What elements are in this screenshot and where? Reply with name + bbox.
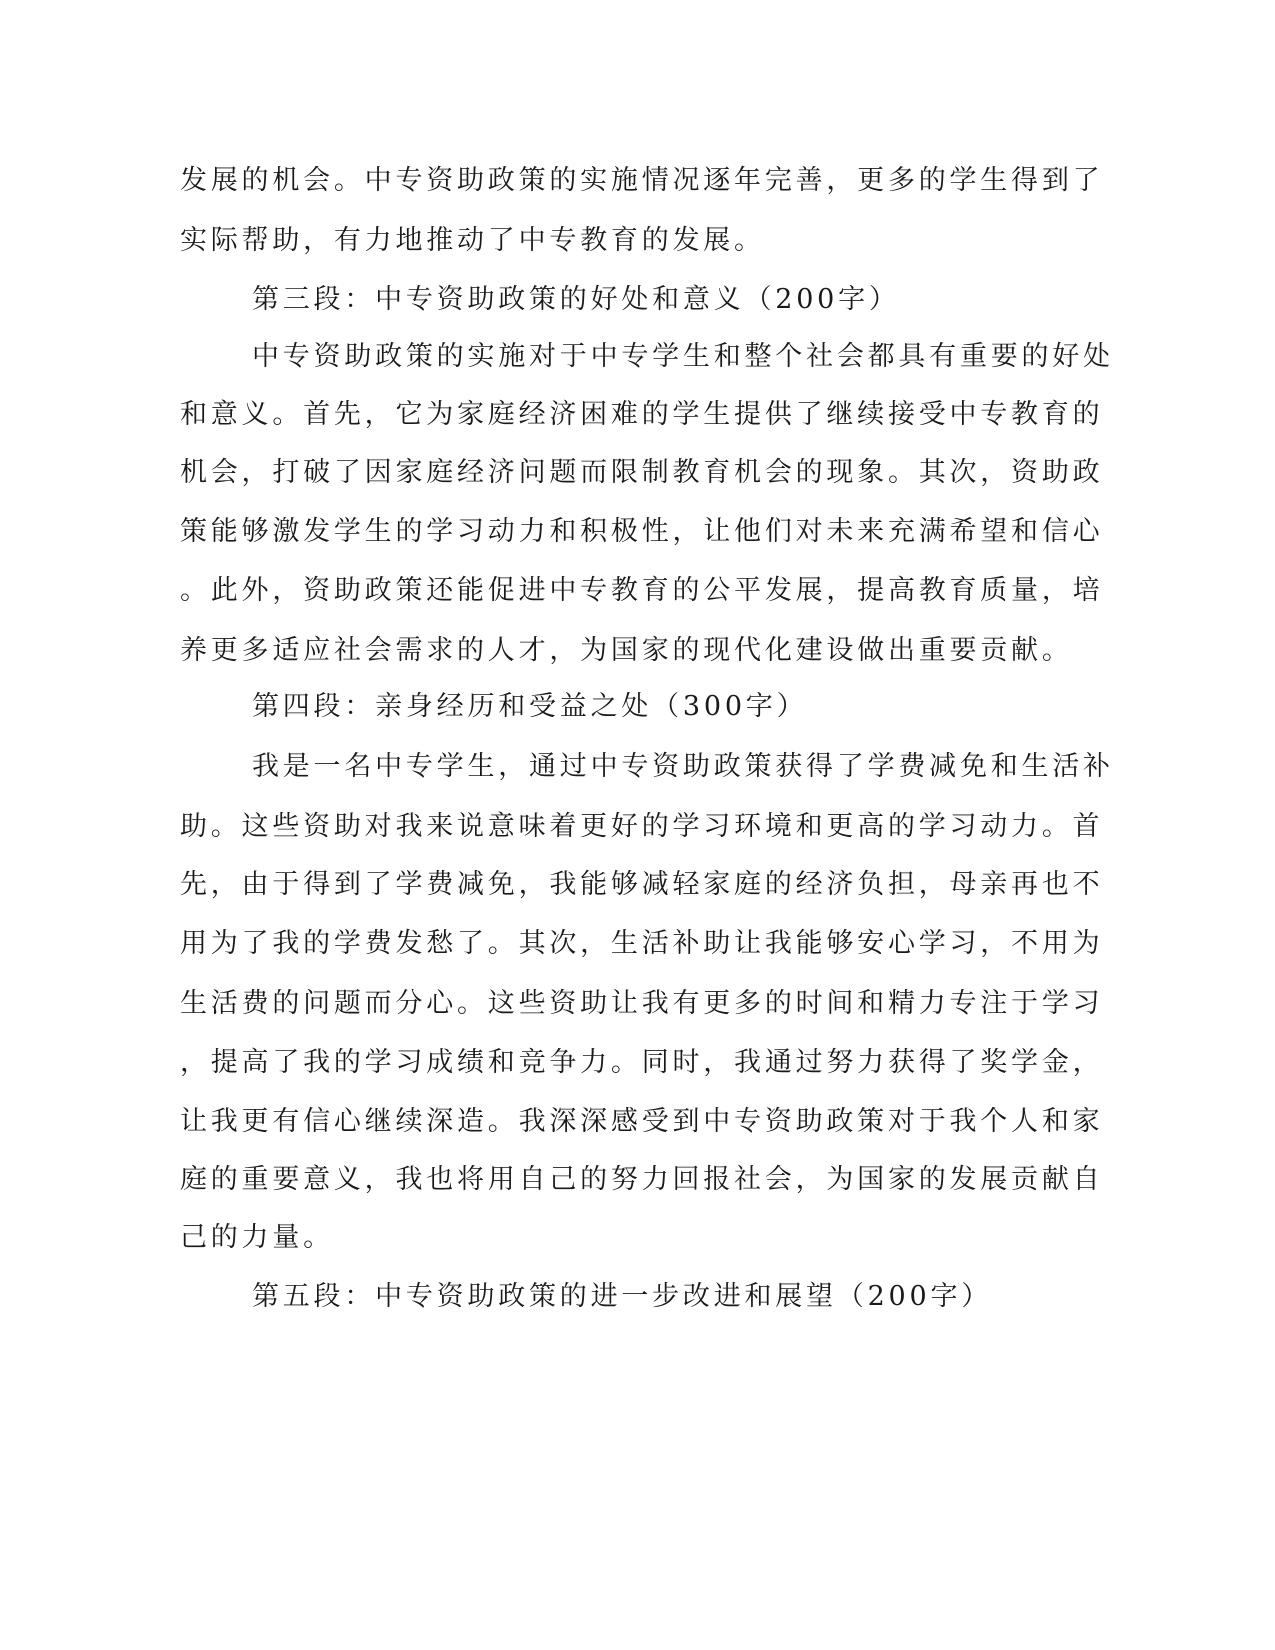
paragraph-line: 生活费的问题而分心。这些资助让我有更多的时间和精力专注于学习	[180, 988, 1104, 1019]
paragraph-line: 庭的重要意义，我也将用自己的努力回报社会，为国家的发展贡献自	[180, 1164, 1104, 1195]
section-heading: 第三段：中专资助政策的好处和意义（200字）	[252, 284, 900, 315]
section-heading: 第四段：亲身经历和受益之处（300字）	[252, 691, 808, 722]
paragraph-line: 。此外，资助政策还能促进中专教育的公平发展，提高教育质量，培	[180, 575, 1104, 606]
paragraph-line: 机会，打破了因家庭经济问题而限制教育机会的现象。其次，资助政	[180, 457, 1104, 488]
paragraph-line: 助。这些资助对我来说意味着更好的学习环境和更高的学习动力。首	[180, 811, 1104, 842]
paragraph-line: 先，由于得到了学费减免，我能够减轻家庭的经济负担，母亲再也不	[180, 869, 1104, 900]
paragraph-line: 用为了我的学费发愁了。其次，生活补助让我能够安心学习，不用为	[180, 928, 1104, 959]
paragraph-line: 实际帮助，有力地推动了中专教育的发展。	[180, 225, 765, 256]
paragraph-line: 养更多适应社会需求的人才，为国家的现代化建设做出重要贡献。	[180, 635, 1073, 666]
paragraph-line: 发展的机会。中专资助政策的实施情况逐年完善，更多的学生得到了	[180, 165, 1104, 196]
paragraph-line: 让我更有信心继续深造。我深深感受到中专资助政策对于我个人和家	[180, 1106, 1104, 1137]
paragraph-line: 己的力量。	[180, 1222, 334, 1253]
paragraph-line: ，提高了我的学习成绩和竞争力。同时，我通过努力获得了奖学金，	[180, 1047, 1104, 1078]
paragraph-line: 我是一名中专学生，通过中专资助政策获得了学费减免和生活补	[252, 751, 1114, 782]
paragraph-line: 中专资助政策的实施对于中专学生和整个社会都具有重要的好处	[252, 341, 1114, 372]
paragraph-line: 和意义。首先，它为家庭经济困难的学生提供了继续接受中专教育的	[180, 399, 1104, 430]
section-heading: 第五段：中专资助政策的进一步改进和展望（200字）	[252, 1281, 993, 1312]
paragraph-line: 策能够激发学生的学习动力和积极性，让他们对未来充满希望和信心	[180, 516, 1104, 547]
